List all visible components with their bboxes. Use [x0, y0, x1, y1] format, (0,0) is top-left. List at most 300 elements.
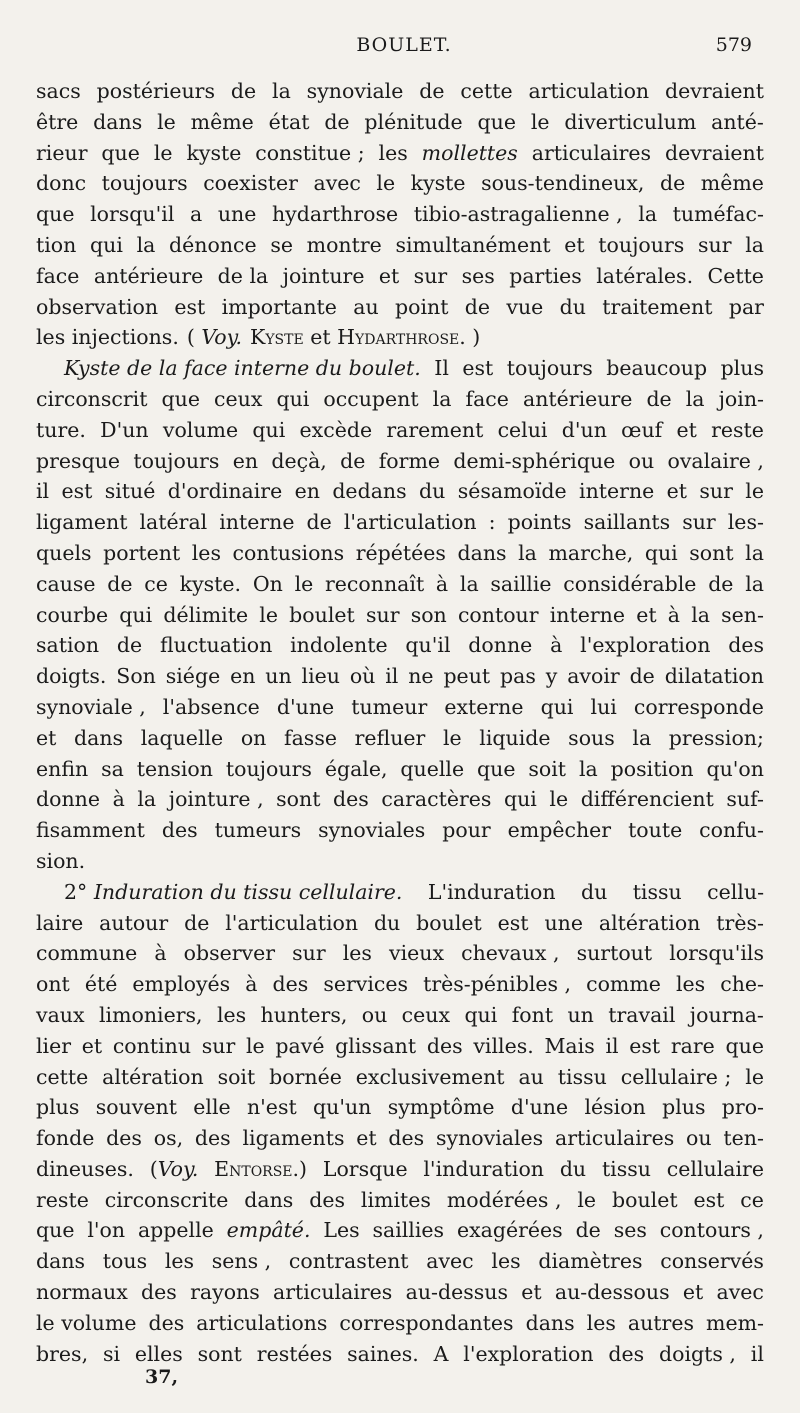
word: refluer [354, 725, 426, 750]
word: cette [460, 79, 513, 103]
text-line [36, 569, 764, 600]
word: la [136, 232, 156, 257]
word: A [433, 1341, 449, 1366]
word: l'exploration [580, 633, 711, 658]
word: avec [426, 1249, 474, 1274]
word: ligaments [242, 1126, 345, 1151]
word: sur [682, 510, 716, 535]
word: à [245, 972, 258, 997]
word: sa [101, 756, 124, 781]
word: jointure , [168, 787, 264, 812]
word: ses [613, 1218, 647, 1243]
word: est [629, 1033, 661, 1058]
word: une [544, 910, 583, 935]
word: des [388, 1126, 425, 1151]
word: le [549, 787, 569, 812]
word: che- [720, 972, 764, 997]
word: n'est [246, 1095, 297, 1120]
word: bres, [36, 1341, 89, 1366]
word: antérieure [93, 263, 204, 288]
word: saines. [347, 1341, 419, 1366]
word: avec [716, 1280, 764, 1305]
word: la [745, 540, 764, 565]
word: lui [590, 694, 617, 719]
text-line [36, 230, 764, 261]
word: synoviale , [36, 694, 146, 719]
word: surtout [576, 941, 653, 966]
word: lorsqu'ils [669, 941, 764, 966]
word: à [112, 787, 125, 812]
word: sation [36, 633, 100, 658]
text-line [36, 600, 764, 631]
word: Mais [544, 1033, 595, 1058]
word: qui [252, 417, 286, 442]
word: donc [36, 171, 87, 196]
word: simultanément [395, 232, 551, 257]
word: ou [361, 1002, 388, 1027]
word: se [270, 232, 293, 257]
word: qu'on [706, 756, 764, 781]
word: dans [457, 540, 507, 565]
word: état [268, 109, 310, 134]
word: elle [193, 1095, 231, 1120]
word: diamètres [538, 1249, 643, 1274]
word: cellulaire ; [620, 1064, 732, 1089]
word: ceux [401, 1002, 451, 1027]
word: dineuses. [36, 1156, 134, 1181]
word: différencient [580, 787, 714, 812]
word: plus [720, 356, 764, 381]
word: au-dessous [554, 1280, 670, 1305]
word: et [666, 479, 688, 504]
word: restées [256, 1341, 333, 1366]
word: d'une [276, 694, 335, 719]
word: qui [503, 787, 537, 812]
word: qu'il [405, 633, 451, 658]
word: saillies [372, 1218, 445, 1243]
word: de [575, 1218, 601, 1243]
word: ture. [36, 417, 86, 442]
word: à [550, 633, 563, 658]
word: exagérées [456, 1218, 563, 1243]
word: articulaires [531, 140, 652, 165]
word: face [36, 263, 80, 288]
word: un [567, 1002, 594, 1027]
word: les [586, 1310, 616, 1335]
text-line [36, 908, 764, 939]
word: deçà, [271, 448, 327, 473]
text-line [36, 415, 764, 446]
word: tissu [557, 1064, 607, 1089]
word: ( Voy. [186, 325, 242, 350]
word: mem- [706, 1310, 764, 1335]
word: peut [443, 664, 491, 689]
word: bornée [269, 1064, 342, 1089]
word: quelle [400, 756, 465, 781]
word: altération [598, 910, 701, 935]
word: lier [36, 1033, 72, 1058]
word: dans [93, 109, 143, 134]
word: limoniers, [98, 1002, 203, 1027]
word: qui [464, 1002, 498, 1027]
word: qui [119, 602, 153, 627]
word: les [491, 1249, 521, 1274]
word: les [191, 540, 221, 565]
word: ont [36, 972, 70, 997]
word: l'exploration [463, 1341, 594, 1366]
word: délimite [163, 602, 249, 627]
word: sen- [721, 602, 764, 627]
word: lieu [301, 664, 340, 689]
word: les [378, 140, 408, 165]
word: ligament [36, 510, 128, 535]
word: latérales. [596, 263, 694, 288]
word: des [333, 787, 369, 812]
word: fonde [36, 1126, 95, 1151]
word: saillants [583, 510, 671, 535]
text-line [36, 1308, 764, 1339]
word: ovalaire , [667, 448, 764, 473]
word: glissant [335, 1033, 417, 1058]
word: une [217, 202, 257, 227]
text-line [36, 138, 764, 169]
word: conservés [660, 1249, 764, 1274]
word: toujours [506, 356, 593, 381]
word: points [507, 510, 572, 535]
word: face [465, 386, 509, 411]
word: sens , [211, 1249, 272, 1274]
word: à [435, 571, 449, 596]
word: cette [36, 1064, 89, 1089]
word: la [578, 756, 598, 781]
word: caractères [381, 787, 492, 812]
word: kyste [410, 171, 466, 196]
word: de [629, 664, 655, 689]
word: contours , [659, 1218, 764, 1243]
word: sont [197, 1341, 242, 1366]
word: siége [165, 664, 221, 689]
text-line [36, 1000, 764, 1031]
word: fisamment [36, 818, 145, 843]
word: forme [378, 448, 441, 473]
word: la [432, 386, 452, 411]
word: lésion [584, 1095, 646, 1120]
word: laquelle [140, 725, 224, 750]
word: boulet [416, 910, 482, 935]
word: la [632, 725, 652, 750]
signature-mark: 37, [145, 1366, 179, 1388]
word: au [353, 294, 379, 319]
word: : [488, 510, 496, 535]
word: par [728, 294, 764, 319]
word: font [511, 1002, 554, 1027]
word: montre [306, 232, 382, 257]
word: toute [628, 818, 683, 843]
word: mollettes [421, 140, 518, 165]
word: tuméfac- [672, 202, 764, 227]
word: très- [716, 910, 764, 935]
word: commune [36, 941, 138, 966]
word: le [745, 1064, 764, 1089]
word: des [309, 1187, 345, 1212]
word: synoviales [435, 1126, 544, 1151]
word: d'une [510, 1095, 569, 1120]
word: confu- [699, 818, 764, 843]
word: que [101, 140, 140, 165]
word: reste [711, 417, 764, 442]
word: le [157, 109, 176, 134]
word: les [342, 941, 372, 966]
word: pro- [721, 1095, 764, 1120]
word: sur [413, 263, 448, 288]
word: hydarthrose [271, 202, 399, 227]
word: courbe [36, 602, 109, 627]
word: d'un [561, 417, 607, 442]
word: est [174, 294, 206, 319]
word: il [385, 664, 399, 689]
word: hunters, [260, 1002, 348, 1027]
word: excède [299, 417, 373, 442]
word: des [161, 818, 198, 843]
text-line [36, 754, 764, 785]
word: marche, [548, 540, 634, 565]
word: de [116, 633, 143, 658]
word: souvent [95, 1095, 177, 1120]
word: suf- [726, 787, 764, 812]
word: tissu [632, 879, 682, 904]
text-line [36, 846, 764, 877]
word: Les [323, 1218, 360, 1243]
word: externe [444, 694, 524, 719]
word: kyste. [179, 571, 242, 596]
word: dénonce [169, 232, 257, 257]
text-line [36, 1339, 764, 1370]
word: où [349, 664, 376, 689]
text-line [36, 168, 764, 199]
word: très-pénibles , [423, 972, 572, 997]
word: les injections. [36, 325, 179, 350]
word: occupent [323, 386, 419, 411]
word: ou [686, 1126, 712, 1151]
word: l'absence [162, 694, 260, 719]
word: la [745, 571, 764, 596]
text-line [36, 661, 764, 692]
word: interne [579, 479, 655, 504]
word: volume [162, 417, 239, 442]
word: ses [461, 263, 495, 288]
word: tumeur [351, 694, 428, 719]
word: de [340, 448, 366, 473]
word: il [605, 1033, 619, 1058]
word: sion. [36, 848, 86, 873]
word: ce [740, 1187, 764, 1212]
word: continu [112, 1033, 192, 1058]
word: de [184, 910, 210, 935]
word: du [559, 1156, 587, 1181]
word: jointure [282, 263, 365, 288]
word: travail [608, 1002, 676, 1027]
word: de [230, 79, 257, 103]
word: sur [699, 479, 733, 504]
word: kyste [186, 140, 242, 165]
text-line [36, 784, 764, 815]
word: ou [628, 448, 655, 473]
word: de la [217, 263, 269, 288]
word: doigts , [659, 1341, 736, 1366]
word: sont [276, 787, 321, 812]
word: tous [102, 1249, 148, 1274]
word: du [559, 294, 586, 319]
page-number: 579 [715, 34, 752, 56]
word: sous-tendineux, [481, 171, 645, 196]
text-line [36, 938, 764, 969]
word: les [164, 1249, 195, 1274]
word: et [378, 263, 400, 288]
word: importante [221, 294, 337, 319]
text-line [36, 723, 764, 754]
word: rarement [386, 417, 484, 442]
text-line [36, 199, 764, 230]
word: articulaires [273, 1280, 393, 1305]
word: des [272, 972, 309, 997]
word: saillie [490, 571, 552, 596]
word: qu'un [313, 1095, 372, 1120]
word: qui [276, 386, 310, 411]
word: cellulaire [666, 1156, 764, 1181]
word: doigts. [36, 664, 107, 689]
word: le [745, 479, 764, 504]
text-line [36, 292, 764, 323]
word: rare [670, 1033, 715, 1058]
text-line [36, 630, 764, 661]
word: circonscrite [104, 1187, 229, 1212]
word: articulations [196, 1310, 328, 1335]
word: comme [586, 972, 661, 997]
text-line [36, 1031, 764, 1062]
word: normaux [36, 1280, 128, 1305]
word: dedans [332, 479, 407, 504]
word: autour [99, 910, 169, 935]
text-line [36, 446, 764, 477]
running-head [40, 30, 752, 64]
word: Il [434, 356, 449, 381]
word: considérable [563, 571, 697, 596]
word: devraient [665, 79, 764, 103]
word: l'articulation [343, 510, 477, 535]
word: de [419, 79, 445, 103]
word: au [518, 1064, 544, 1089]
word: sur [292, 941, 326, 966]
word: sur [697, 232, 732, 257]
word: anté- [711, 109, 764, 134]
word: sur [365, 602, 400, 627]
word: (Voy. [149, 1156, 199, 1181]
word: fasse [283, 725, 337, 750]
word: chevaux , [461, 941, 560, 966]
text-line [36, 384, 764, 415]
word: donne [36, 787, 101, 812]
word: traitement [602, 294, 713, 319]
word: dilatation [664, 664, 764, 689]
word: ceux [214, 386, 263, 411]
word: est [61, 479, 93, 504]
word: observation [36, 294, 159, 319]
word: circonscrit [36, 386, 148, 411]
text-line [36, 877, 764, 908]
word: été [84, 972, 118, 997]
word: de [708, 571, 734, 596]
text-line [36, 353, 764, 384]
word: altération [102, 1064, 204, 1089]
text-line [36, 507, 764, 538]
word: on [240, 725, 267, 750]
word: qui [90, 232, 123, 257]
word: constitue ; [255, 140, 365, 165]
word: qui [644, 540, 678, 565]
word: articulaires [554, 1126, 675, 1151]
word: que [36, 202, 75, 227]
word: observer [183, 941, 276, 966]
word: beaucoup [606, 356, 708, 381]
word: la [745, 232, 764, 257]
word: coexister [203, 171, 298, 196]
word: correspondantes [339, 1310, 514, 1335]
word: 2° Induration du tissu cellulaire. [64, 879, 403, 904]
text-line [36, 815, 764, 846]
word: soit [217, 1064, 256, 1089]
word: pavé [275, 1033, 325, 1058]
word: plénitude [364, 109, 463, 134]
word: tibio-astragalienne , [413, 202, 623, 227]
word: enfin [36, 756, 89, 781]
word: répétées [355, 540, 446, 565]
word: journa- [689, 1002, 764, 1027]
text-line [36, 969, 764, 1000]
word: et [36, 725, 57, 750]
word: sous [568, 725, 615, 750]
word: articulation [528, 79, 650, 103]
word: symptôme [387, 1095, 495, 1120]
word: égale, [324, 756, 388, 781]
word: vue [506, 294, 544, 319]
word: que [725, 1033, 764, 1058]
word: est [497, 910, 529, 935]
word: et [676, 417, 697, 442]
word: l'on [87, 1218, 126, 1243]
word: plus [662, 1095, 706, 1120]
word: soit [528, 756, 567, 781]
word: L'induration [427, 879, 556, 904]
word: cellu- [707, 879, 764, 904]
word: si [102, 1341, 121, 1366]
word: le [259, 602, 278, 627]
word: et [356, 1126, 377, 1151]
word: de [107, 571, 133, 596]
word: ten- [723, 1126, 764, 1151]
word: et [81, 1033, 103, 1058]
text-line [36, 1062, 764, 1093]
word: dans [74, 725, 124, 750]
word: diverticulum [564, 109, 697, 134]
word: les [675, 972, 706, 997]
word: d'ordinaire [167, 479, 283, 504]
word: interne [219, 510, 295, 535]
text-line [36, 692, 764, 723]
word: a [189, 202, 203, 227]
word: toujours [101, 171, 188, 196]
word: autres [627, 1310, 694, 1335]
word: le [246, 1033, 265, 1058]
